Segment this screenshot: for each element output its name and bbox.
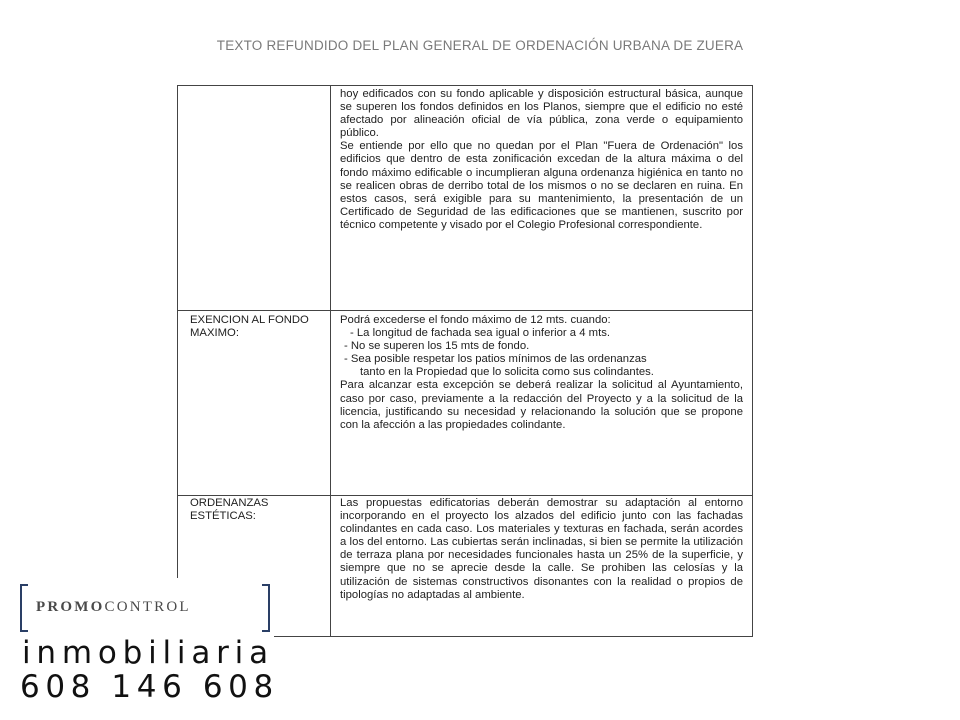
row-content: [331, 86, 753, 311]
list-item: tanto en la Propiedad que lo solicita como sus colindantes.: [360, 366, 654, 379]
right-bracket-icon: [262, 584, 270, 632]
brand-bold: PROMO: [36, 599, 105, 615]
row-label: [178, 86, 331, 311]
list-item: - No se superen los 15 mts de fondo.: [344, 340, 530, 353]
row-content: [331, 496, 753, 637]
promocontrol-logo: [20, 584, 270, 634]
phone-number: 608 146 608: [20, 669, 279, 705]
row-label: EXENCION AL FONDO MAXIMO:: [178, 311, 331, 496]
left-bracket-icon: [20, 584, 28, 632]
brand-wordmark: [36, 599, 191, 616]
brand-tagline: inmobiliaria: [22, 635, 274, 671]
list-item: - La longitud de fachada sea igual o inferior a 4 mts.: [350, 327, 610, 340]
paragraph: hoy edificados con su fondo aplicable y disposición estructural básica, aunque se superen los fondos definidos en los Planos, siempre que el edificio no esté afectado por alineación oficial de vía pública, zona verde o equipamiento público.: [340, 88, 743, 140]
paragraph: Las propuestas edificatorias deberán demostrar su adaptación al entorno incorporando en el proyecto los alzados del edificio junto con las fachadas colindantes en cada caso. Los materiales y texturas en fachada, serán acordes a los del entorno. Las cubiertas serán inclinadas, si bien se permite la utilización de terraza plana por necesidades funcionales hasta un 25% de la superficie, y siempre que no se aprecie desde la calle. Se prohiben las celosías y la utilización de sistemas constructivos disonantes con la realidad o propios de tipologías no adaptadas al ambiente.: [340, 497, 743, 601]
promocontrol-watermark: [0, 578, 279, 706]
paragraph: Para alcanzar esta excepción se deberá realizar la solicitud al Ayuntamiento, caso por caso, previamente a la redacción del Proyecto y a la solicitud de la licencia, justificando su necesidad y relacionando la solución que se propone con la afección a las propiedades colindante.: [340, 379, 743, 431]
ordinance-table: [177, 85, 753, 637]
brand-light: CONTROL: [104, 599, 191, 615]
row-content: [331, 311, 753, 496]
paragraph: Se entiende por ello que no quedan por el Plan "Fuera de Ordenación" los edificios que dentro de esta zonificación excedan de la altura máxima o del fondo máximo edificable o incumplieran alguna ordenanza higiénica en tanto no se realicen obras de derribo total de los mismos o no se declaren en ruina. En estos casos, será exigible para su mantenimiento, la presentación de un Certificado de Seguridad de las edificaciones que se mantienen, suscrito por técnico competente y visado por el Colegio Profesional correspondiente.: [340, 140, 743, 231]
paragraph: Podrá excederse el fondo máximo de 12 mts. cuando:: [340, 314, 611, 326]
table-row: [178, 311, 753, 496]
table-row: [178, 86, 753, 311]
row-label: ORDENANZAS ESTÉTICAS:: [178, 496, 331, 637]
list-item: - Sea posible respetar los patios mínimos de las ordenanzas: [344, 353, 647, 366]
document-header: TEXTO REFUNDIDO DEL PLAN GENERAL DE ORDENACIÓN URBANA DE ZUERA: [216, 38, 744, 53]
